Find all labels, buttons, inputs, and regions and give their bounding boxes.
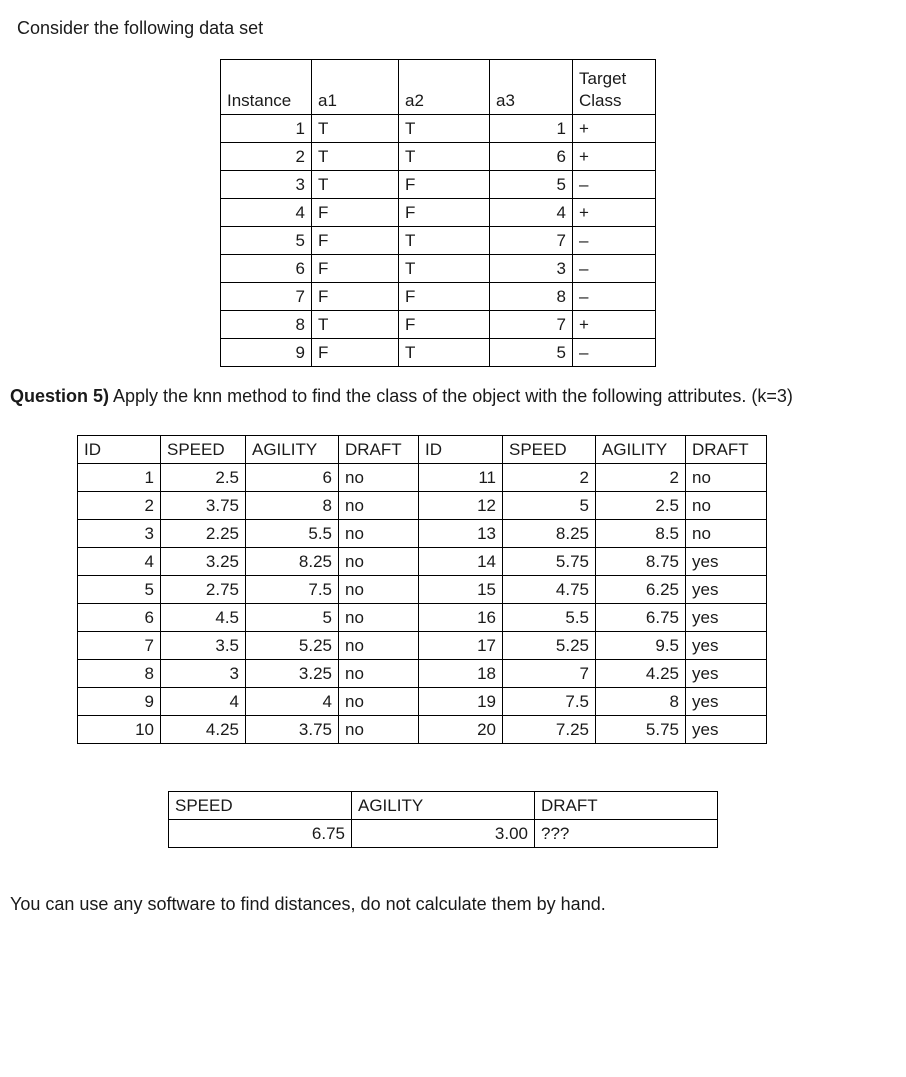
table-row [221, 283, 656, 311]
cell-a3: 5 [490, 339, 573, 367]
dataset-table [220, 59, 656, 367]
cell-a2: F [399, 311, 490, 339]
cell-agility: 8.75 [596, 548, 686, 576]
cell-agility: 5 [246, 604, 339, 632]
header-draft-left: DRAFT [339, 436, 419, 464]
cell-agility: 7.5 [246, 576, 339, 604]
cell-id: 12 [419, 492, 503, 520]
table-row [221, 311, 656, 339]
query-header-agility: AGILITY [352, 792, 535, 820]
cell-id: 10 [78, 716, 161, 744]
cell-a3: 7 [490, 227, 573, 255]
header-id-left: ID [78, 436, 161, 464]
cell-speed: 5 [503, 492, 596, 520]
cell-agility: 5.5 [246, 520, 339, 548]
cell-a3: 4 [490, 199, 573, 227]
cell-instance: 4 [221, 199, 312, 227]
header-a2: a2 [399, 60, 490, 115]
cell-id: 9 [78, 688, 161, 716]
cell-id: 20 [419, 716, 503, 744]
cell-draft: no [686, 520, 767, 548]
cell-a3: 3 [490, 255, 573, 283]
table-header-row [169, 792, 718, 820]
cell-a3: 1 [490, 115, 573, 143]
cell-id: 13 [419, 520, 503, 548]
table-row [221, 115, 656, 143]
cell-agility: 3.25 [246, 660, 339, 688]
cell-speed: 2.25 [161, 520, 246, 548]
header-target-line2: Class [579, 91, 622, 110]
cell-id: 6 [78, 604, 161, 632]
header-agility-right: AGILITY [596, 436, 686, 464]
table-row [221, 199, 656, 227]
cell-speed: 2.5 [161, 464, 246, 492]
header-speed-left: SPEED [161, 436, 246, 464]
table-row [78, 492, 767, 520]
cell-id: 4 [78, 548, 161, 576]
cell-id: 5 [78, 576, 161, 604]
header-a3: a3 [490, 60, 573, 115]
cell-instance: 2 [221, 143, 312, 171]
cell-id: 8 [78, 660, 161, 688]
cell-draft: no [339, 604, 419, 632]
cell-instance: 6 [221, 255, 312, 283]
cell-a1: F [312, 227, 399, 255]
cell-agility: 8 [246, 492, 339, 520]
cell-speed: 5.25 [503, 632, 596, 660]
cell-draft: yes [686, 576, 767, 604]
knn-training-table [77, 435, 767, 744]
cell-agility: 2 [596, 464, 686, 492]
cell-agility: 6 [246, 464, 339, 492]
cell-speed: 3.75 [161, 492, 246, 520]
cell-target-class: – [573, 339, 656, 367]
cell-draft: no [339, 576, 419, 604]
table-row [169, 820, 718, 848]
cell-a1: F [312, 283, 399, 311]
header-agility-left: AGILITY [246, 436, 339, 464]
question-text [10, 386, 793, 407]
cell-target-class: – [573, 255, 656, 283]
table-row [78, 548, 767, 576]
cell-a2: T [399, 115, 490, 143]
cell-speed: 2 [503, 464, 596, 492]
cell-draft: yes [686, 632, 767, 660]
cell-agility: 6.75 [596, 604, 686, 632]
cell-draft: yes [686, 716, 767, 744]
cell-agility: 5.75 [596, 716, 686, 744]
query-agility-value: 3.00 [352, 820, 535, 848]
table-row [78, 464, 767, 492]
cell-a1: T [312, 171, 399, 199]
header-instance: Instance [221, 60, 312, 115]
query-speed-value: 6.75 [169, 820, 352, 848]
cell-agility: 8.5 [596, 520, 686, 548]
cell-draft: no [339, 464, 419, 492]
cell-draft: yes [686, 548, 767, 576]
cell-speed: 7.25 [503, 716, 596, 744]
cell-a1: F [312, 255, 399, 283]
cell-a2: T [399, 339, 490, 367]
cell-target-class: – [573, 283, 656, 311]
cell-draft: no [686, 464, 767, 492]
cell-id: 19 [419, 688, 503, 716]
cell-a3: 7 [490, 311, 573, 339]
cell-speed: 4.5 [161, 604, 246, 632]
cell-a3: 6 [490, 143, 573, 171]
cell-draft: no [339, 520, 419, 548]
cell-a1: T [312, 311, 399, 339]
cell-instance: 7 [221, 283, 312, 311]
cell-id: 1 [78, 464, 161, 492]
cell-draft: no [339, 688, 419, 716]
cell-agility: 9.5 [596, 632, 686, 660]
cell-id: 17 [419, 632, 503, 660]
table-header-row [221, 60, 656, 115]
cell-a2: F [399, 199, 490, 227]
cell-agility: 6.25 [596, 576, 686, 604]
cell-draft: yes [686, 660, 767, 688]
cell-agility: 4 [246, 688, 339, 716]
cell-draft: no [686, 492, 767, 520]
query-header-draft: DRAFT [535, 792, 718, 820]
cell-a2: T [399, 143, 490, 171]
footer-note: You can use any software to find distances, do not calculate them by hand. [10, 894, 606, 914]
cell-target-class: + [573, 143, 656, 171]
cell-instance: 8 [221, 311, 312, 339]
cell-a1: T [312, 115, 399, 143]
cell-agility: 2.5 [596, 492, 686, 520]
cell-agility: 3.75 [246, 716, 339, 744]
cell-speed: 5.75 [503, 548, 596, 576]
cell-a2: T [399, 255, 490, 283]
header-speed-right: SPEED [503, 436, 596, 464]
cell-instance: 9 [221, 339, 312, 367]
cell-draft: no [339, 716, 419, 744]
table-row [78, 604, 767, 632]
cell-id: 11 [419, 464, 503, 492]
table-header-row [78, 436, 767, 464]
cell-draft: no [339, 660, 419, 688]
query-header-speed: SPEED [169, 792, 352, 820]
header-id-right: ID [419, 436, 503, 464]
question-label: Question 5) [10, 386, 110, 406]
table-row [78, 688, 767, 716]
cell-target-class: – [573, 227, 656, 255]
cell-a1: F [312, 199, 399, 227]
cell-target-class: + [573, 115, 656, 143]
cell-agility: 8.25 [246, 548, 339, 576]
cell-agility: 5.25 [246, 632, 339, 660]
table-row [221, 227, 656, 255]
cell-instance: 1 [221, 115, 312, 143]
cell-instance: 5 [221, 227, 312, 255]
cell-agility: 8 [596, 688, 686, 716]
cell-speed: 4 [161, 688, 246, 716]
cell-speed: 3.25 [161, 548, 246, 576]
table-row [221, 339, 656, 367]
cell-speed: 2.75 [161, 576, 246, 604]
cell-instance: 3 [221, 171, 312, 199]
cell-target-class: – [573, 171, 656, 199]
table-row [78, 520, 767, 548]
cell-agility: 4.25 [596, 660, 686, 688]
cell-a2: F [399, 171, 490, 199]
cell-a1: F [312, 339, 399, 367]
cell-a2: F [399, 283, 490, 311]
cell-speed: 4.75 [503, 576, 596, 604]
cell-a3: 5 [490, 171, 573, 199]
intro-text: Consider the following data set [17, 18, 264, 38]
cell-speed: 3 [161, 660, 246, 688]
cell-speed: 3.5 [161, 632, 246, 660]
cell-id: 16 [419, 604, 503, 632]
cell-draft: yes [686, 604, 767, 632]
cell-target-class: + [573, 311, 656, 339]
cell-a2: T [399, 227, 490, 255]
cell-draft: no [339, 548, 419, 576]
cell-a3: 8 [490, 283, 573, 311]
cell-draft: no [339, 632, 419, 660]
table-row [221, 255, 656, 283]
header-target-line1: Target [579, 69, 627, 88]
cell-draft: yes [686, 688, 767, 716]
cell-a1: T [312, 143, 399, 171]
table-row [78, 716, 767, 744]
cell-speed: 5.5 [503, 604, 596, 632]
header-a1: a1 [312, 60, 399, 115]
question-body: Apply the knn method to find the class of the object with the following attributes. (k=3) [109, 386, 793, 406]
header-target-class [573, 60, 656, 115]
cell-draft: no [339, 492, 419, 520]
header-draft-right: DRAFT [686, 436, 767, 464]
table-row [78, 632, 767, 660]
table-row [78, 576, 767, 604]
query-object-table [168, 791, 718, 848]
cell-id: 2 [78, 492, 161, 520]
cell-target-class: + [573, 199, 656, 227]
table-row [221, 171, 656, 199]
query-draft-value: ??? [535, 820, 718, 848]
cell-speed: 4.25 [161, 716, 246, 744]
table-row [221, 143, 656, 171]
cell-id: 18 [419, 660, 503, 688]
cell-id: 7 [78, 632, 161, 660]
cell-speed: 7.5 [503, 688, 596, 716]
cell-id: 14 [419, 548, 503, 576]
table-row [78, 660, 767, 688]
cell-id: 15 [419, 576, 503, 604]
cell-speed: 8.25 [503, 520, 596, 548]
cell-id: 3 [78, 520, 161, 548]
cell-speed: 7 [503, 660, 596, 688]
